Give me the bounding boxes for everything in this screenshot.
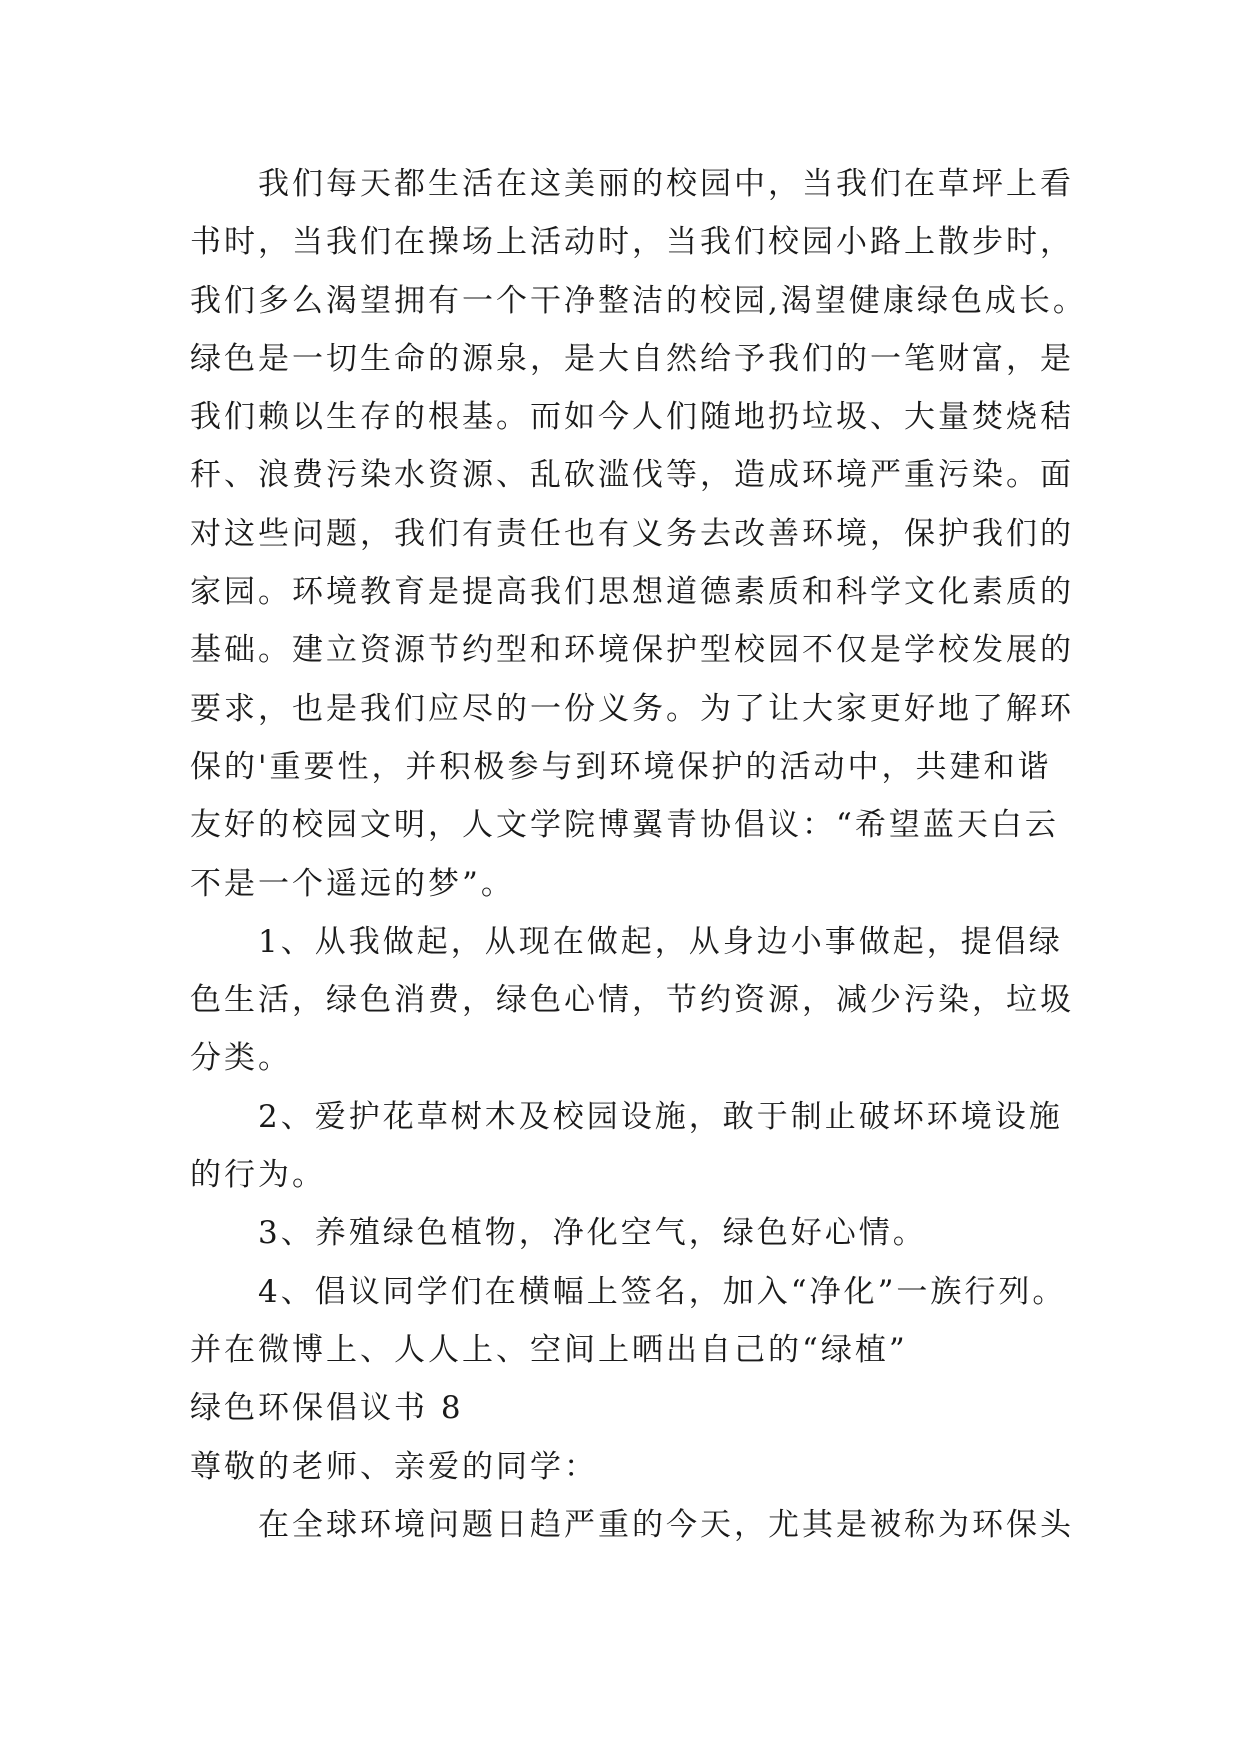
text-line: 家园。环境教育是提高我们思想道德素质和科学文化素质的	[190, 574, 1074, 611]
text-line: 不是一个遥远的梦”。	[190, 865, 515, 902]
text-line: 要求，也是我们应尽的一份义务。为了让大家更好地了解环	[190, 690, 1074, 727]
text-line: 我们每天都生活在这美丽的校园中，当我们在草坪上看	[258, 166, 1074, 202]
text-line: 并在微博上、人人上、空间上晒出自己的“绿植”	[190, 1331, 908, 1368]
text-line: 书时，当我们在操场上活动时，当我们校园小路上散步时，	[190, 224, 1074, 261]
text-line: 基础。建立资源节约型和环境保护型校园不仅是学校发展的	[190, 632, 1074, 669]
text-line: 对这些问题，我们有责任也有义务去改善环境，保护我们的	[190, 515, 1074, 552]
text-line: 友好的校园文明，人文学院博翼青协倡议：“希望蓝天白云	[190, 807, 1059, 844]
text-line: 色生活，绿色消费，绿色心情，节约资源，减少污染，垃圾	[190, 982, 1074, 1019]
text-line: 尊敬的老师、亲爱的同学：	[190, 1448, 598, 1485]
text-line: 1、从我做起，从现在做起，从身边小事做起，提倡绿	[258, 923, 1063, 960]
text-line: 秆、浪费污染水资源、乱砍滥伐等，造成环境严重污染。面	[190, 457, 1074, 494]
text-line: 3、养殖绿色植物，净化空气，绿色好心情。	[258, 1215, 927, 1252]
text-line: 绿色环保倡议书 8	[190, 1390, 464, 1427]
text-line: 2、爱护花草树木及校园设施，敢于制止破坏环境设施	[258, 1098, 1063, 1135]
text-line: 绿色是一切生命的源泉，是大自然给予我们的一笔财富，是	[190, 340, 1074, 377]
text-line: 保的'重要性，并积极参与到环境保护的活动中，共建和谐	[190, 748, 1052, 785]
text-line: 的行为。	[190, 1157, 326, 1194]
text-line: 4、倡议同学们在横幅上签名，加入“净化”一族行列。	[258, 1273, 1067, 1310]
text-line: 分类。	[190, 1040, 292, 1077]
text-line: 在全球环境问题日趋严重的今天，尤其是被称为环保头	[258, 1506, 1074, 1543]
text-line: 我们多么渴望拥有一个干净整洁的校园,渴望健康绿色成长。	[190, 282, 1087, 319]
text-line: 我们赖以生存的根基。而如今人们随地扔垃圾、大量焚烧秸	[190, 399, 1074, 436]
document-body	[190, 155, 1090, 1554]
